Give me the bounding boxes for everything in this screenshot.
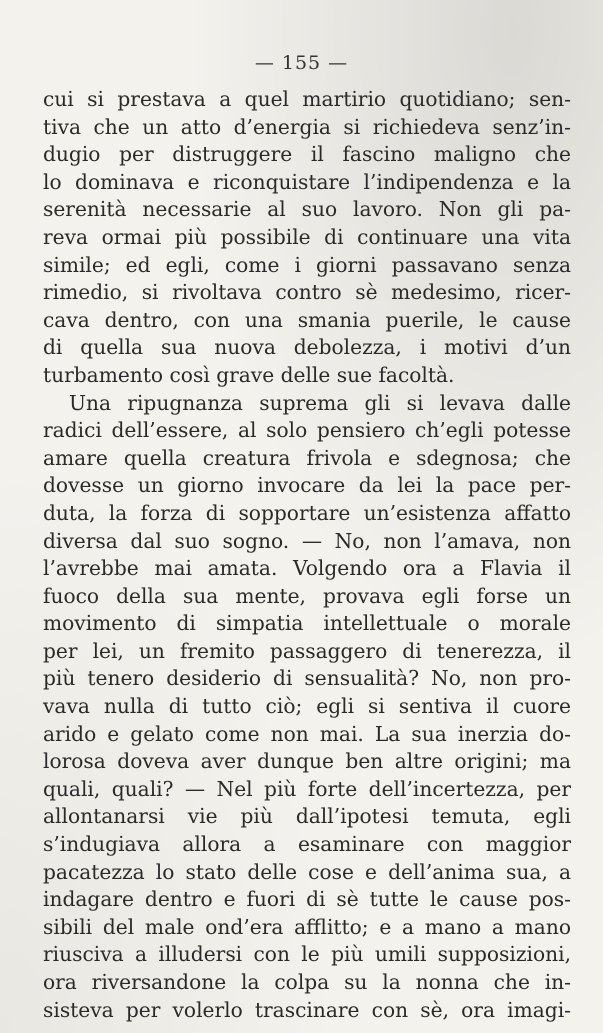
- text-line: duta, la forza di sopportare un’esistenza affatto: [43, 500, 571, 525]
- paragraph: [43, 86, 571, 390]
- text-line: reva ormai più possibile di continuare una vita: [43, 224, 571, 249]
- text-line: vava nulla di tutto ciò; egli si sentiva il cuore: [43, 694, 571, 719]
- text-line: pacatezza lo stato delle cose e dell’anima sua, a: [43, 859, 571, 884]
- text-line: allontanarsi vie più dall’ipotesi temuta, egli: [43, 804, 571, 829]
- text-line: movimento di simpatia intellettuale o morale: [43, 611, 571, 636]
- text-line: l’avrebbe mai amata. Volgendo ora a Flavia il: [43, 556, 571, 581]
- text-line: dugio per distruggere il fascino maligno che: [43, 142, 571, 167]
- text-line: quali, quali? — Nel più forte dell’incertezza, per: [43, 776, 571, 801]
- text-line: riusciva a illudersi con le più umili supposizioni,: [43, 942, 571, 967]
- text-line: ora riversandone la colpa su la nonna che in-: [43, 970, 571, 994]
- text-line: amare quella creatura frivola e sdegnosa; che: [43, 445, 571, 470]
- text-line: s’indugiava allora a esaminare con maggior: [43, 832, 571, 857]
- text-line: di quella sua nuova debolezza, i motivi d’un: [43, 335, 571, 360]
- text-line: fuoco della sua mente, provava egli forse un: [43, 583, 571, 608]
- text-line: serenità necessarie al suo lavoro. Non gli pa-: [43, 197, 571, 222]
- text-line: simile; ed egli, come i giorni passavano senza: [43, 252, 571, 277]
- text-line: turbamento così grave delle sue facoltà.: [43, 362, 455, 387]
- text-line: per lei, un fremito passaggero di tenerezza, il: [43, 638, 571, 663]
- page-number: — 155 —: [254, 52, 349, 74]
- text-line: dovesse un giorno invocare da lei la pace per-: [43, 473, 571, 498]
- text-line: Una ripugnanza suprema gli si levava dalle: [69, 390, 571, 415]
- text-line: diversa dal suo sogno. — No, non l’amava, non: [43, 528, 571, 553]
- text-line: radici dell’essere, al solo pensiero ch’egli potesse: [43, 418, 571, 443]
- text-line: lorosa doveva aver dunque ben altre origini; ma: [43, 749, 571, 774]
- text-line: indagare dentro e fuori di sè tutte le cause pos-: [43, 887, 571, 912]
- text-line: rimedio, si rivoltava contro sè medesimo, ricer-: [43, 280, 571, 305]
- text-line: cava dentro, con una smania puerile, le cause: [43, 307, 571, 332]
- text-line: tiva che un atto d’energia si richiedeva senz’in-: [43, 114, 571, 139]
- paragraph: [43, 390, 571, 1025]
- text-line: arido e gelato come non mai. La sua inerzia do-: [43, 721, 571, 746]
- body-text: [43, 86, 571, 1024]
- text-line: sibili del male ond’era afflitto; e a mano a mano: [43, 914, 571, 939]
- text-line: più tenero desiderio di sensualità? No, non pro-: [43, 666, 571, 691]
- text-line: sisteva per volerlo trascinare con sè, ora imagi-: [43, 997, 571, 1022]
- text-line: lo dominava e riconquistare l’indipendenza e la: [43, 169, 571, 194]
- text-line: cui si prestava a quel martirio quotidiano; sen-: [43, 87, 571, 111]
